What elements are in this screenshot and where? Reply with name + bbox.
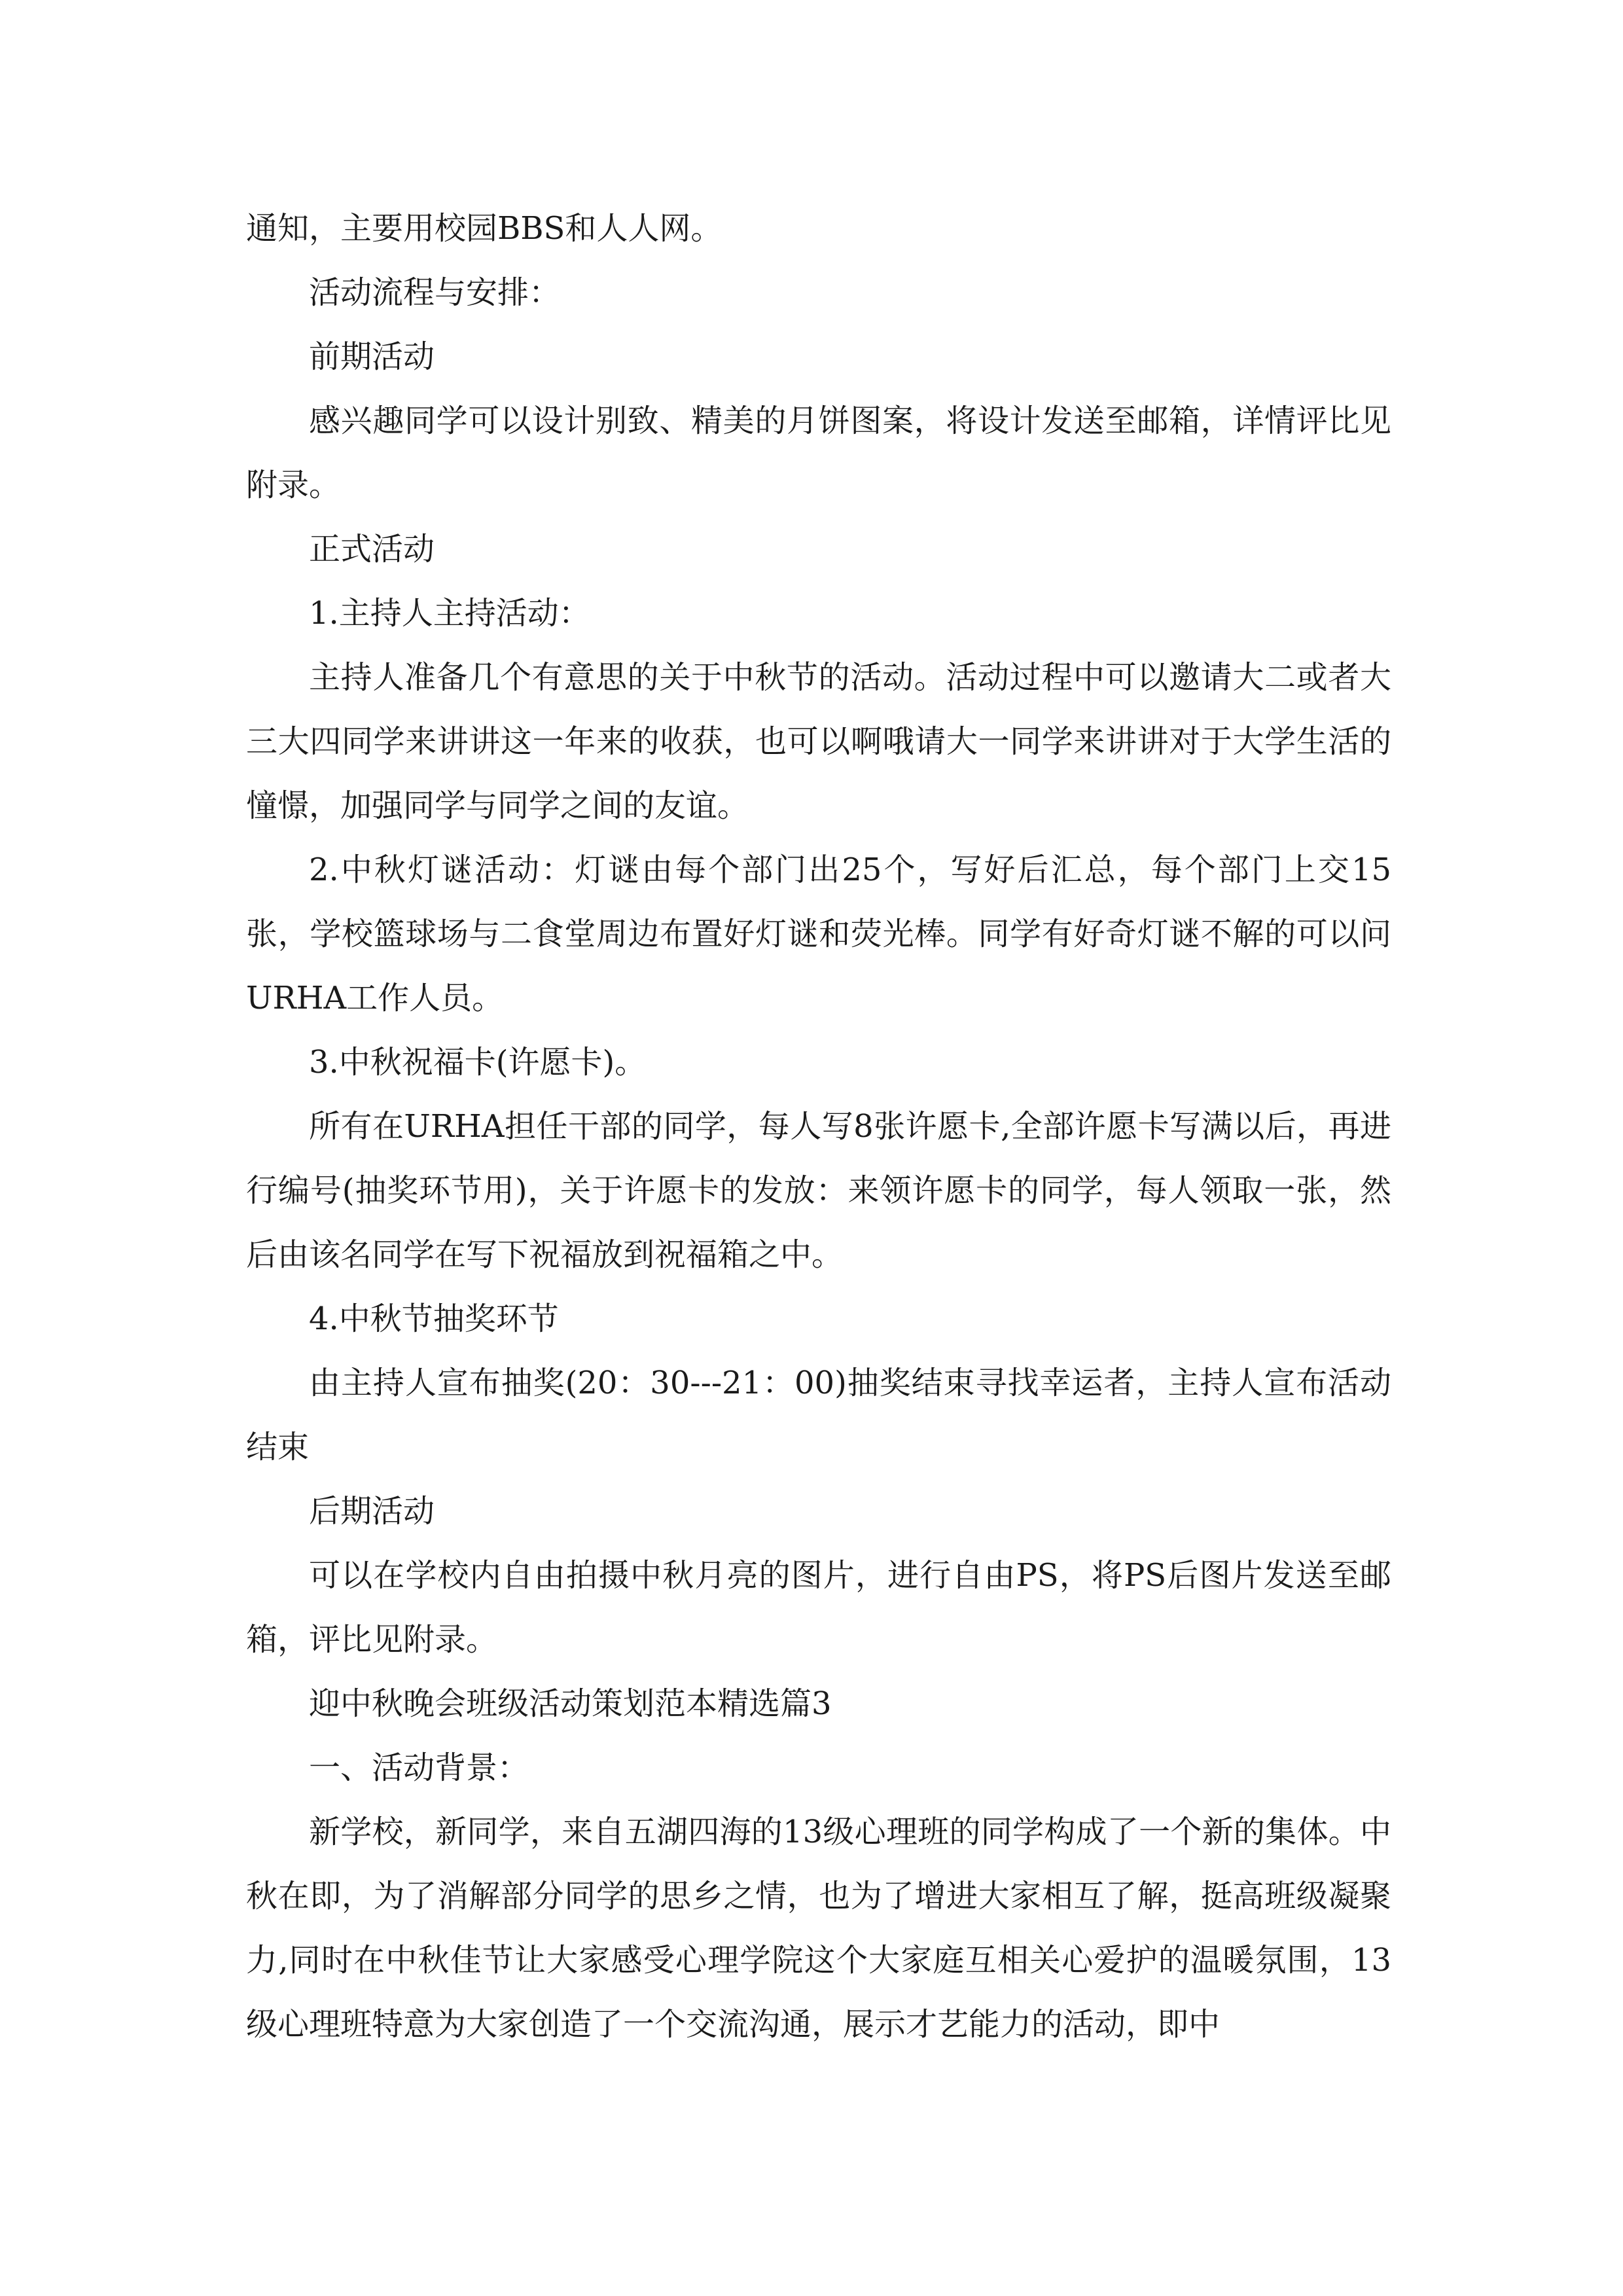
paragraph: 可以在学校内自由拍摄中秋月亮的图片，进行自由PS，将PS后图片发送至邮箱，评比见附录。	[246, 1557, 1391, 1658]
paragraph: 通知，主要用校园BBS和人人网。	[246, 210, 722, 247]
paragraph: 主持人准备几个有意思的关于中秋节的活动。活动过程中可以邀请大二或者大三大四同学来讲讲这一年来的收获，也可以啊哦请大一同学来讲讲对于大学生活的憧憬，加强同学与同学之间的友谊。	[246, 659, 1391, 824]
paragraph: 活动流程与安排：	[309, 274, 561, 311]
paragraph: 正式活动	[309, 531, 435, 567]
paragraph: 1.主持人主持活动：	[309, 595, 590, 632]
document-body	[246, 196, 1391, 2056]
paragraph: 后期活动	[309, 1493, 435, 1530]
paragraph: 所有在URHA担任干部的同学，每人写8张许愿卡,全部许愿卡写满以后，再进行编号(抽奖环节用)，关于许愿卡的发放：来领许愿卡的同学，每人领取一张，然后由该名同学在写下祝福放到祝福箱之中。	[246, 1108, 1391, 1273]
paragraph: 前期活动	[309, 338, 435, 375]
paragraph: 新学校，新同学，来自五湖四海的13级心理班的同学构成了一个新的集体。中秋在即，为了消解部分同学的思乡之情，也为了增进大家相互了解，挺高班级凝聚力,同时在中秋佳节让大家感受心理学院这个大家庭互相关心爱护的温暖氛围，13级心理班特意为大家创造了一个交流沟通，展示才艺能力的活动，即中	[246, 1814, 1391, 2043]
paragraph: 迎中秋晚会班级活动策划范本精选篇3	[309, 1685, 832, 1722]
paragraph: 3.中秋祝福卡(许愿卡)。	[309, 1044, 647, 1081]
paragraph: 由主持人宣布抽奖(20：30---21：00)抽奖结束寻找幸运者，主持人宣布活动结束	[246, 1365, 1391, 1465]
paragraph: 4.中秋节抽奖环节	[309, 1300, 559, 1337]
paragraph: 2.中秋灯谜活动：灯谜由每个部门出25个，写好后汇总，每个部门上交15张，学校篮球场与二食堂周边布置好灯谜和荧光棒。同学有好奇灯谜不解的可以问URHA工作人员。	[246, 852, 1391, 1016]
paragraph: 感兴趣同学可以设计别致、精美的月饼图案，将设计发送至邮箱，详情评比见附录。	[246, 403, 1391, 503]
paragraph: 一、活动背景：	[309, 1749, 529, 1786]
